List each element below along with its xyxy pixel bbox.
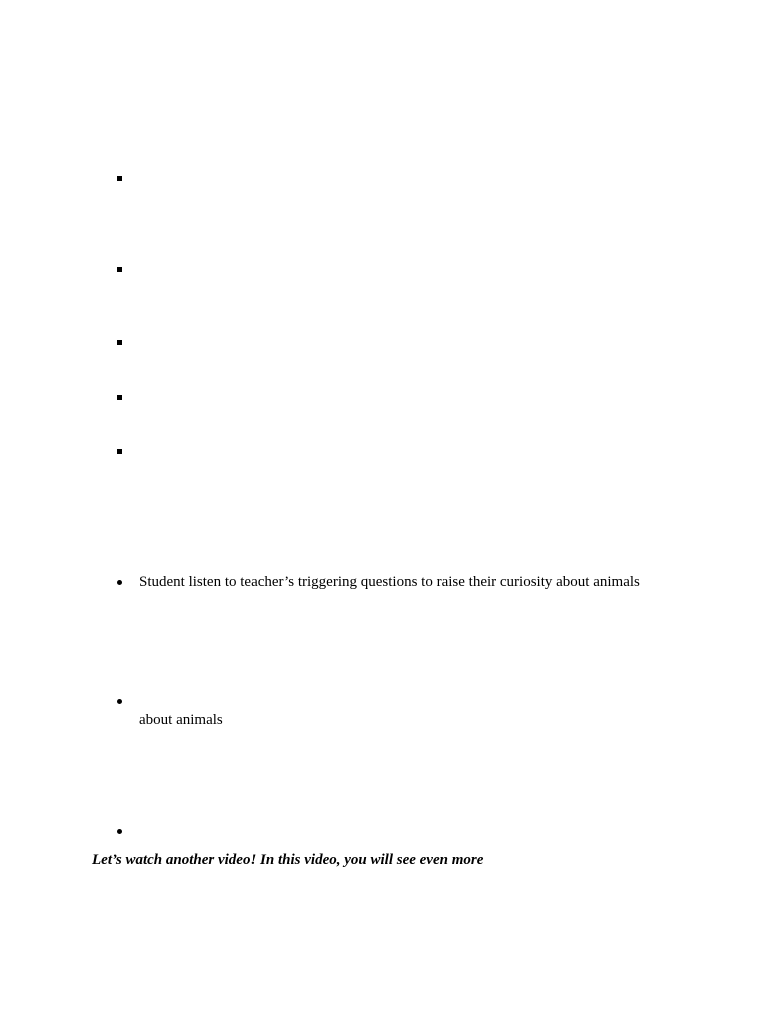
- bullet-text: Student listen to teacher’s triggering questions to raise their curiosity about animals: [139, 574, 640, 590]
- square-bullet-icon: [117, 267, 122, 272]
- closing-paragraph: Let’s watch another video! In this video, you will see even more: [92, 852, 484, 868]
- bullet-icon: [117, 829, 122, 834]
- square-bullet-icon: [117, 176, 122, 181]
- bullet-icon: [117, 699, 122, 704]
- bullet-continuation-text: about animals: [139, 712, 223, 728]
- square-bullet-icon: [117, 395, 122, 400]
- square-bullet-icon: [117, 449, 122, 454]
- square-bullet-icon: [117, 340, 122, 345]
- bullet-icon: [117, 580, 122, 585]
